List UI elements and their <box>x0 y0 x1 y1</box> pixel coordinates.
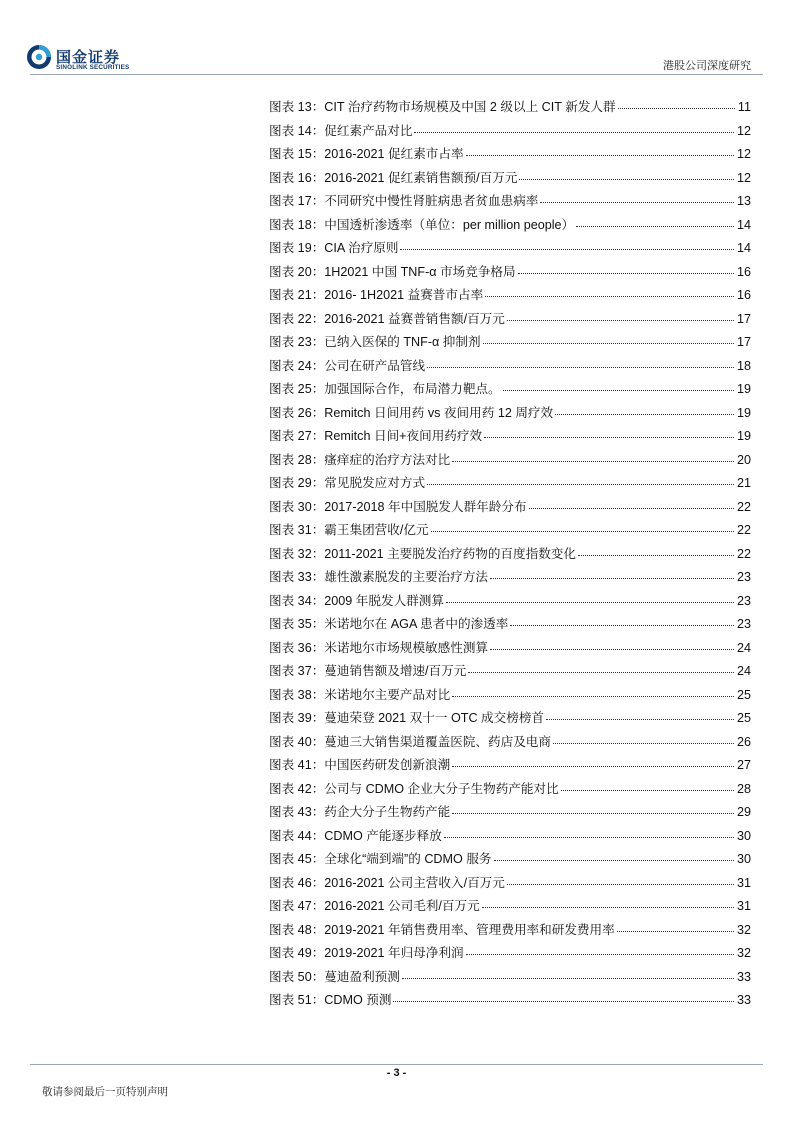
logo-english-name: SINOLINK SECURITIES <box>56 64 130 71</box>
toc-entry-prefix: 图表 17： <box>269 194 325 208</box>
toc-leader-dots <box>507 320 734 321</box>
toc-entry-title: 2017-2018 年中国脱发人群年龄分布 <box>324 499 527 514</box>
toc-leader-dots <box>452 696 734 697</box>
toc-entry-prefix: 图表 51： <box>269 993 325 1007</box>
toc-leader-dots <box>444 837 734 838</box>
toc-leader-dots <box>427 484 734 485</box>
toc-entry-prefix: 图表 15： <box>269 147 325 161</box>
toc-entry-page: 25 <box>736 711 751 725</box>
toc-entry-title: 1H2021 中国 TNF-α 市场竞争格局 <box>324 264 516 279</box>
toc-entry-title: 米诺地尔市场规模敏感性测算 <box>324 640 489 655</box>
toc-leader-dots <box>529 508 734 509</box>
page-header <box>0 0 793 80</box>
toc-entry-prefix: 图表 39： <box>269 711 325 725</box>
figure-index-list <box>269 96 751 1013</box>
toc-entry-title: 瘙痒症的治疗方法对比 <box>324 452 451 467</box>
toc-leader-dots <box>446 602 734 603</box>
report-type-label: 港股公司深度研究 <box>663 60 751 72</box>
toc-entry-page: 22 <box>736 546 751 561</box>
toc-entry[interactable] <box>269 707 751 731</box>
toc-leader-dots <box>518 273 734 274</box>
toc-entry[interactable] <box>269 308 751 332</box>
toc-entry-title: 中国透析渗透率（单位：per million people） <box>324 217 575 232</box>
toc-entry-page: 30 <box>736 852 751 866</box>
toc-leader-dots <box>576 226 734 227</box>
toc-entry[interactable] <box>269 684 751 708</box>
toc-entry-title: CIA 治疗原则 <box>324 241 399 255</box>
toc-leader-dots <box>427 367 734 368</box>
toc-entry[interactable] <box>269 237 751 261</box>
toc-entry[interactable] <box>269 848 751 872</box>
toc-leader-dots <box>400 249 734 250</box>
toc-entry-title: 药企大分子生物药产能 <box>324 805 451 819</box>
toc-entry-title: 2009 年脱发人群测算 <box>324 593 444 608</box>
toc-entry-page: 33 <box>736 993 751 1007</box>
toc-entry-title: 2016-2021 促红素销售额预/百万元 <box>324 170 518 185</box>
toc-entry-page: 11 <box>737 100 751 114</box>
toc-entry[interactable] <box>269 449 751 473</box>
toc-leader-dots <box>519 179 734 180</box>
toc-leader-dots <box>393 1001 734 1002</box>
toc-entry-page: 17 <box>736 335 751 349</box>
toc-entry-page: 22 <box>736 499 751 514</box>
toc-entry[interactable] <box>269 496 751 520</box>
toc-entry[interactable] <box>269 754 751 778</box>
toc-entry-prefix: 图表 31： <box>269 523 325 537</box>
toc-entry-prefix: 图表 28： <box>269 452 325 467</box>
toc-entry-title: CDMO 预测 <box>324 993 392 1007</box>
toc-entry[interactable] <box>269 778 751 802</box>
toc-entry-page: 17 <box>736 311 751 326</box>
toc-entry-title: 2011-2021 主要脱发治疗药物的百度指数变化 <box>324 546 576 561</box>
toc-entry-title: 米诺地尔在 AGA 患者中的渗透率 <box>324 617 509 631</box>
toc-entry-page: 16 <box>736 288 751 302</box>
toc-leader-dots <box>431 531 734 532</box>
toc-entry[interactable] <box>269 402 751 426</box>
toc-entry-prefix: 图表 40： <box>269 734 325 749</box>
toc-entry-page: 23 <box>736 570 751 584</box>
disclaimer-note: 敬请参阅最后一页特别声明 <box>42 1086 168 1098</box>
toc-entry[interactable] <box>269 543 751 567</box>
toc-entry[interactable] <box>269 872 751 896</box>
toc-entry-title: 2019-2021 年归母净利润 <box>324 946 464 960</box>
toc-entry-prefix: 图表 16： <box>269 170 325 185</box>
header-divider <box>30 74 763 75</box>
toc-entry[interactable] <box>269 519 751 543</box>
toc-entry-title: 米诺地尔主要产品对比 <box>324 687 451 702</box>
toc-entry[interactable] <box>269 284 751 308</box>
toc-entry-prefix: 图表 14： <box>269 123 325 138</box>
toc-entry-page: 19 <box>736 382 751 396</box>
toc-leader-dots <box>553 743 734 744</box>
toc-leader-dots <box>494 860 734 861</box>
toc-entry-page: 31 <box>736 875 751 890</box>
toc-leader-dots <box>578 555 734 556</box>
toc-entry-title: 已纳入医保的 TNF-α 抑制剂 <box>324 335 481 349</box>
logo-chinese-name: 国金证券 <box>56 49 121 66</box>
toc-leader-dots <box>485 296 734 297</box>
company-logo <box>26 44 146 76</box>
toc-entry-title: 2016-2021 公司主营收入/百万元 <box>324 875 505 890</box>
toc-leader-dots <box>484 437 734 438</box>
toc-leader-dots <box>490 578 734 579</box>
toc-entry[interactable] <box>269 660 751 684</box>
toc-entry[interactable] <box>269 331 751 355</box>
toc-entry[interactable] <box>269 566 751 590</box>
toc-entry-title: 蔓迪三大销售渠道覆盖医院、药店及电商 <box>324 734 551 749</box>
toc-leader-dots <box>555 414 734 415</box>
toc-entry-page: 32 <box>736 946 751 960</box>
toc-leader-dots <box>452 766 734 767</box>
sinolink-logo-icon <box>26 44 52 70</box>
toc-entry-title: 蔓迪销售额及增速/百万元 <box>324 664 467 678</box>
toc-entry[interactable] <box>269 167 751 191</box>
toc-entry-title: 蔓迪盈利预测 <box>324 969 400 984</box>
toc-leader-dots <box>540 202 734 203</box>
toc-entry-prefix: 图表 35： <box>269 617 325 631</box>
toc-entry-title: 2019-2021 年销售费用率、管理费用率和研发费用率 <box>324 922 615 937</box>
toc-leader-dots <box>507 884 734 885</box>
toc-entry[interactable] <box>269 966 751 990</box>
toc-entry[interactable] <box>269 472 751 496</box>
toc-entry-prefix: 图表 34： <box>269 593 325 608</box>
toc-entry-page: 21 <box>736 476 751 490</box>
toc-entry[interactable] <box>269 261 751 285</box>
toc-entry[interactable] <box>269 895 751 919</box>
toc-leader-dots <box>490 649 734 650</box>
toc-leader-dots <box>466 155 734 156</box>
toc-entry[interactable] <box>269 637 751 661</box>
toc-entry-page: 30 <box>736 828 751 843</box>
toc-entry-prefix: 图表 13： <box>269 100 325 114</box>
toc-leader-dots <box>483 343 734 344</box>
toc-entry-title: 霸王集团营收/亿元 <box>324 523 429 537</box>
toc-entry-prefix: 图表 23： <box>269 335 325 349</box>
toc-entry-prefix: 图表 25： <box>269 382 325 396</box>
toc-entry-prefix: 图表 19： <box>269 241 325 255</box>
toc-entry-page: 32 <box>736 922 751 937</box>
toc-entry-prefix: 图表 30： <box>269 499 325 514</box>
toc-entry-prefix: 图表 49： <box>269 946 325 960</box>
toc-entry[interactable] <box>269 143 751 167</box>
toc-entry-title: 2016-2021 益赛普销售额/百万元 <box>324 311 505 326</box>
toc-entry-title: 公司与 CDMO 企业大分子生物药产能对比 <box>324 781 559 796</box>
toc-entry[interactable] <box>269 214 751 238</box>
toc-entry-page: 18 <box>736 358 751 373</box>
toc-leader-dots <box>452 813 734 814</box>
toc-entry-prefix: 图表 42： <box>269 781 325 796</box>
toc-entry-page: 23 <box>736 593 751 608</box>
toc-entry-title: 2016- 1H2021 益赛普市占率 <box>324 288 484 302</box>
toc-entry-prefix: 图表 37： <box>269 664 325 678</box>
toc-leader-dots <box>561 790 734 791</box>
toc-leader-dots <box>510 625 734 626</box>
toc-leader-dots <box>617 931 734 932</box>
toc-entry-page: 31 <box>736 899 751 913</box>
toc-entry[interactable] <box>269 425 751 449</box>
toc-entry-page: 33 <box>736 969 751 984</box>
toc-entry-prefix: 图表 50： <box>269 969 325 984</box>
toc-entry-prefix: 图表 32： <box>269 546 325 561</box>
toc-entry-prefix: 图表 36： <box>269 640 325 655</box>
toc-entry-prefix: 图表 18： <box>269 217 325 232</box>
toc-entry[interactable] <box>269 989 751 1013</box>
toc-entry-page: 29 <box>736 805 751 819</box>
toc-leader-dots <box>618 108 735 109</box>
toc-entry-page: 24 <box>736 664 751 678</box>
toc-entry-title: 全球化“端到端”的 CDMO 服务 <box>324 852 492 866</box>
toc-entry-prefix: 图表 45： <box>269 852 325 866</box>
toc-entry-prefix: 图表 43： <box>269 805 325 819</box>
toc-entry[interactable] <box>269 355 751 379</box>
toc-entry-title: 2016-2021 促红素市占率 <box>324 147 464 161</box>
toc-entry-title: 2016-2021 公司毛利/百万元 <box>324 899 480 913</box>
toc-entry-prefix: 图表 33： <box>269 570 325 584</box>
toc-leader-dots <box>402 978 734 979</box>
toc-entry-prefix: 图表 24： <box>269 358 325 373</box>
toc-entry[interactable] <box>269 801 751 825</box>
toc-entry-prefix: 图表 47： <box>269 899 325 913</box>
toc-entry-title: CIT 治疗药物市场规模及中国 2 级以上 CIT 新发人群 <box>324 100 616 114</box>
toc-entry-prefix: 图表 22： <box>269 311 325 326</box>
toc-leader-dots <box>414 132 734 133</box>
toc-entry-title: Remitch 日间+夜间用药疗效 <box>324 429 483 443</box>
toc-entry[interactable] <box>269 120 751 144</box>
toc-entry[interactable] <box>269 825 751 849</box>
toc-entry[interactable] <box>269 942 751 966</box>
toc-entry-page: 16 <box>736 264 751 279</box>
toc-entry-page: 19 <box>736 429 751 443</box>
toc-entry-page: 25 <box>736 687 751 702</box>
toc-entry-title: 不同研究中慢性肾脏病患者贫血患病率 <box>324 194 539 208</box>
toc-entry-prefix: 图表 27： <box>269 429 325 443</box>
page-number: - 3 - <box>386 1067 407 1079</box>
toc-entry-prefix: 图表 48： <box>269 922 325 937</box>
toc-entry-title: 公司在研产品管线 <box>324 358 426 373</box>
toc-entry-prefix: 图表 41： <box>269 758 325 772</box>
toc-entry-title: CDMO 产能逐步释放 <box>324 828 442 843</box>
toc-leader-dots <box>546 719 734 720</box>
toc-entry-prefix: 图表 29： <box>269 476 325 490</box>
toc-entry-page: 20 <box>736 452 751 467</box>
toc-entry-prefix: 图表 26： <box>269 405 325 420</box>
toc-entry-page: 12 <box>736 123 751 138</box>
toc-entry-prefix: 图表 44： <box>269 828 325 843</box>
toc-leader-dots <box>466 954 734 955</box>
toc-entry-page: 12 <box>736 147 751 161</box>
toc-entry-title: Remitch 日间用药 vs 夜间用药 12 周疗效 <box>324 405 554 420</box>
toc-entry[interactable] <box>269 613 751 637</box>
toc-entry[interactable] <box>269 590 751 614</box>
toc-entry-page: 13 <box>736 194 751 208</box>
toc-entry-page: 24 <box>736 640 751 655</box>
toc-leader-dots <box>482 907 734 908</box>
toc-entry[interactable] <box>269 378 751 402</box>
toc-leader-dots <box>503 390 734 391</box>
toc-entry-page: 26 <box>736 734 751 749</box>
toc-entry-prefix: 图表 21： <box>269 288 325 302</box>
toc-entry-title: 加强国际合作，布局潜力靶点。 <box>324 382 501 396</box>
toc-entry[interactable] <box>269 919 751 943</box>
toc-entry[interactable] <box>269 190 751 214</box>
toc-entry-title: 常见脱发应对方式 <box>324 476 426 490</box>
footer-divider <box>30 1064 763 1065</box>
toc-entry-title: 雄性激素脱发的主要治疗方法 <box>324 570 489 584</box>
toc-entry[interactable] <box>269 96 751 120</box>
toc-entry-page: 27 <box>736 758 751 772</box>
toc-leader-dots <box>452 461 734 462</box>
toc-entry-page: 14 <box>736 241 751 255</box>
toc-entry-page: 28 <box>736 781 751 796</box>
toc-entry-prefix: 图表 38： <box>269 687 325 702</box>
toc-entry[interactable] <box>269 731 751 755</box>
toc-entry-page: 22 <box>736 523 751 537</box>
toc-entry-page: 14 <box>736 217 751 232</box>
toc-entry-title: 中国医药研发创新浪潮 <box>324 758 451 772</box>
toc-entry-prefix: 图表 20： <box>269 264 325 279</box>
toc-leader-dots <box>468 672 734 673</box>
toc-entry-prefix: 图表 46： <box>269 875 325 890</box>
toc-entry-page: 19 <box>736 405 751 420</box>
toc-entry-title: 蔓迪荣登 2021 双十一 OTC 成交榜榜首 <box>324 711 545 725</box>
toc-entry-page: 23 <box>736 617 751 631</box>
toc-entry-title: 促红素产品对比 <box>324 123 413 138</box>
toc-entry-page: 12 <box>736 170 751 185</box>
